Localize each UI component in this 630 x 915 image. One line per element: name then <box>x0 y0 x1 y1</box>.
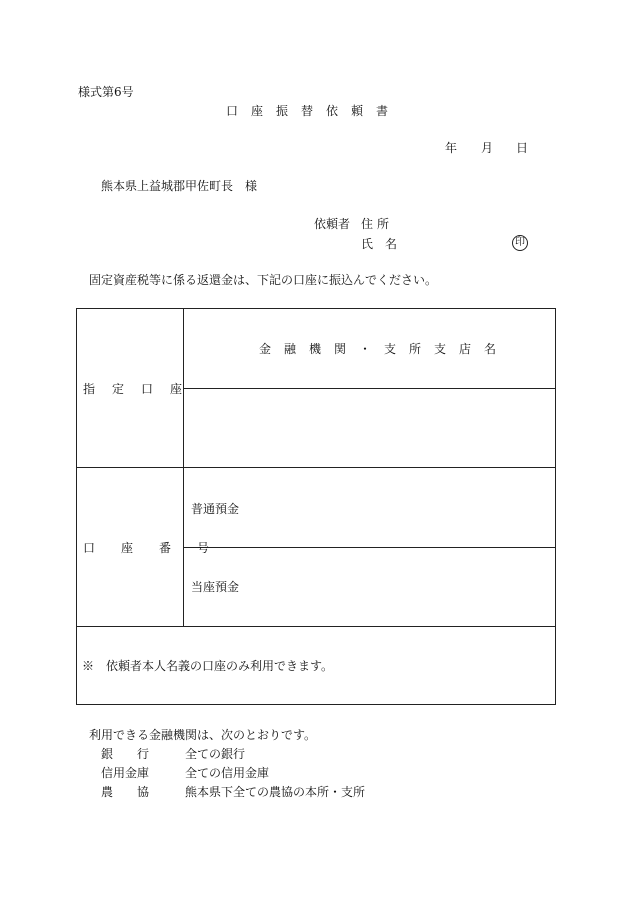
ordinary-deposit-label: 普通預金 <box>191 502 240 516</box>
account-form-table <box>76 308 556 705</box>
seal-label: 印 <box>515 237 525 248</box>
address-label: 住所 <box>361 217 394 231</box>
institution-desc: 熊本県下全ての農協の本所・支所 <box>185 785 366 799</box>
ordinary-deposit-field[interactable] <box>247 468 555 546</box>
intro-text: 固定資産税等に係る返還金は、下記の口座に振込んでください。 <box>89 273 438 287</box>
institution-type: 信用金庫 <box>101 766 150 780</box>
bank-branch-header: 金融機関・支所支店名 <box>259 342 510 356</box>
name-label: 氏名 <box>361 237 410 251</box>
institution-desc: 全ての信用金庫 <box>185 766 270 780</box>
footer-intro: 利用できる金融機関は、次のとおりです。 <box>89 728 317 742</box>
date-day-label: 日 <box>516 141 529 155</box>
account-number-label: 口座番号 <box>83 541 236 555</box>
form-number: 様式第6号 <box>78 85 134 99</box>
note-divider <box>77 626 555 627</box>
page-title: 口座振替依頼書 <box>226 104 402 118</box>
requester-label: 依頼者 <box>314 217 351 231</box>
current-deposit-field[interactable] <box>247 548 555 625</box>
date-month-label: 月 <box>481 141 494 155</box>
institution-type: 銀行 <box>101 747 174 761</box>
current-deposit-label: 当座預金 <box>191 580 240 594</box>
seal-mark <box>512 235 528 251</box>
addressee: 熊本県上益城郡甲佐町長 様 <box>101 179 258 193</box>
institution-type: 農協 <box>101 785 174 799</box>
institution-desc: 全ての銀行 <box>185 747 246 761</box>
date-year-label: 年 <box>445 141 458 155</box>
account-note: ※ 依頼者本人名義の口座のみ利用できます。 <box>82 659 334 673</box>
bank-branch-field[interactable] <box>184 389 555 467</box>
designated-account-label: 指定口座 <box>83 382 200 396</box>
